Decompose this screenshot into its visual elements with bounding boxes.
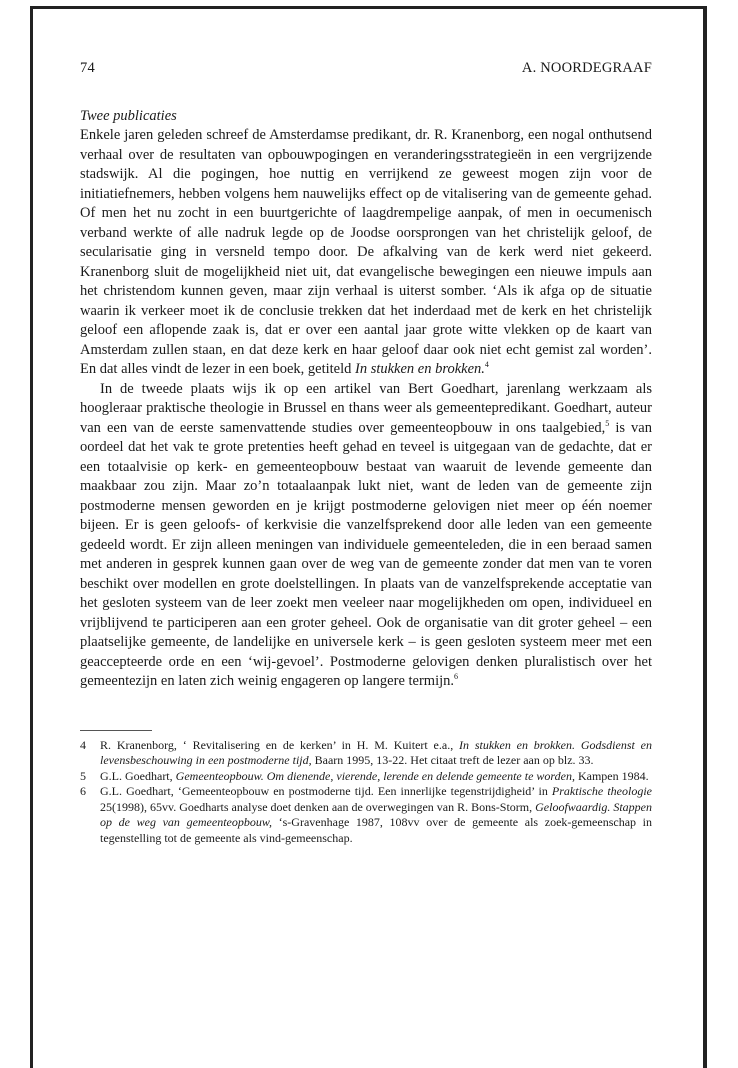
- footnote-ref-6[interactable]: 6: [454, 672, 459, 682]
- footnote-number: 6: [80, 784, 86, 798]
- footnote-divider: [80, 730, 152, 731]
- paragraph-1-text: Enkele jaren geleden schreef de Amsterdamse predikant, dr. R. Kranenborg, een nogal onthutsend verhaal over de resultaten van opbouwpogingen en veranderingsstrategieën in een vergrijzende stadswijk. Al die pogingen, hoe nuttig en verrijkend ze geweest mogen zijn voor de initiatiefnemers, hebben volgens hem nauwelijks effect op de vitalisering van de gemeente gehad. Of men het nu zocht in een buurtgerichte of laagdrempelige aanpak, of men in oecumenisch verband werkte of alle nadruk legde op de Joodse oorsprongen van het christelijk geloof, de secularisatie ging in versneld tempo door. De afkalving van de kerk werd niet gekeerd. Kranenborg sluit de mogelijkheid niet uit, dat evangelische bewegingen een nieuwe impuls aan het christendom kunnen geven, maar zijn verhaal is uiterst somber. ‘Als ik afga op de situatie waarin ik verkeer moet ik de conclusie trekken dat het inderdaad met de kerk en het christelijk geloof een aflopende zaak is, dat er over een aantal jaar grote witte vlekken op de kaart van Amsterdam zullen staan, en dat deze kerk en haar geloof daar ook niet echt gemist zal worden’. En dat alles vindt de lezer in een boek, getiteld: [80, 127, 652, 377]
- scan-border-right: [703, 6, 707, 1068]
- footnote-4-a: R. Kranenborg, ‘ Revitalisering en de kerken’ in H. M. Kuitert e.a.,: [100, 737, 454, 752]
- footnote-5-c: Kampen 1984.: [577, 768, 649, 783]
- footnote-text: [100, 784, 652, 846]
- footnote-6: [80, 784, 652, 846]
- page-body: [80, 60, 652, 846]
- section-title: Twee publicaties: [80, 108, 177, 124]
- running-header: [80, 60, 652, 77]
- footnote-4-title: In stukken en brokken. Godsdienst en levensbeschouwing in een postmoderne tijd,: [100, 737, 652, 767]
- footnote-text: [100, 769, 652, 785]
- scan-border-left: [30, 6, 33, 1068]
- paragraph-2-part-2: is van oordeel dat het vak te grote pretenties heeft gehad en teveel is uitgegaan van de gedachte, dat er een totaalvisie op kerk- en gemeenteopbouw bestaat van waaruit de levende gemeente dan maakbaar zou zijn. Maar zo’n totaalaanpak lukt niet, want de leden van de gemeente zijn postmoderne mensen geworden en je krijgt postmoderne gelovigen niet meer op één noemer bijeen. Er is geen geloofs- of kerkvisie die vanzelfsprekend door alle leden van een gemeente gedeeld wordt. Er zijn alleen meningen van individuele gemeenteleden, die in een beraad samen met anderen in gesprek kunnen gaan over de weg van de gemeente zonder dat men van te voren beschikt over modellen en grote doelstellingen. In plaats van de vanzelfsprekende acceptatie van het gesloten systeem van de leer zoekt men veeleer naar mogelijkheden om open, individueel en vrijblijvend te participeren aan een groter geheel. Ook de organisatie van dit groter geheel – een plaatselijke gemeente, de landelijke en universele kerk – is geen gesloten systeem meer met een geaccepteerde orde en een ‘wij-gevoel’. Postmoderne gelovigen denken pluralistisch over het gemeentezijn en laten zich weinig engageren op langere termijn.: [80, 419, 652, 689]
- footnote-6-journal: Praktische theologie: [551, 784, 652, 798]
- footnote-5-a: G.L. Goedhart,: [100, 768, 173, 783]
- paragraph-2-part-1: In de tweede plaats wijs ik op een artikel van Bert Goedhart, jarenlang werkzaam als hoogleraar praktische theologie in Brussel en thans weer als gemeentepredikant. Goedhart, auteur van een van de eerste samenvattende studies over gemeenteopbouw in ons taalgebied,: [80, 380, 652, 436]
- paragraph-1: [80, 126, 652, 380]
- footnote-ref-5[interactable]: 5: [605, 418, 610, 428]
- book-title: In stukken en brokken.: [355, 361, 485, 377]
- footnote-4: [80, 738, 652, 769]
- page-number: 74: [80, 60, 95, 76]
- running-head-author: A. NOORDEGRAAF: [521, 60, 652, 76]
- footnote-6-a: G.L. Goedhart, ‘Gemeenteopbouw en postmoderne tijd. Een innerlijke tegenstrijdigheid’ in: [100, 784, 548, 798]
- footnote-6-e: ‘s-Gravenhage 1987, 108vv over de gemeente als zoek-gemeenschap in tegenstelling tot de gemeente als vind-gemeenschap.: [100, 815, 653, 845]
- paragraph-2: [80, 380, 652, 692]
- footnote-4-c: Baarn 1995, 13-22. Het citaat treft de lezer aan op blz. 33.: [314, 753, 594, 767]
- footnote-number: 5: [80, 768, 86, 783]
- scan-border-top: [30, 6, 706, 9]
- footnote-6-title: Geloofwaardig. Stappen op de weg van gemeenteopbouw,: [100, 799, 653, 829]
- footnote-5-title: Gemeenteopbouw. Om dienende, vierende, lerende en delende gemeente te worden,: [175, 768, 575, 783]
- footnote-ref-4[interactable]: 4: [484, 360, 489, 370]
- footnote-6-c: 25(1998), 65vv. Goedharts analyse doet denken aan de overwegingen van R. Bons-Storm,: [100, 799, 533, 814]
- footnote-text: [100, 738, 652, 769]
- footnote-number: 4: [80, 737, 86, 752]
- footnote-5: [80, 769, 652, 785]
